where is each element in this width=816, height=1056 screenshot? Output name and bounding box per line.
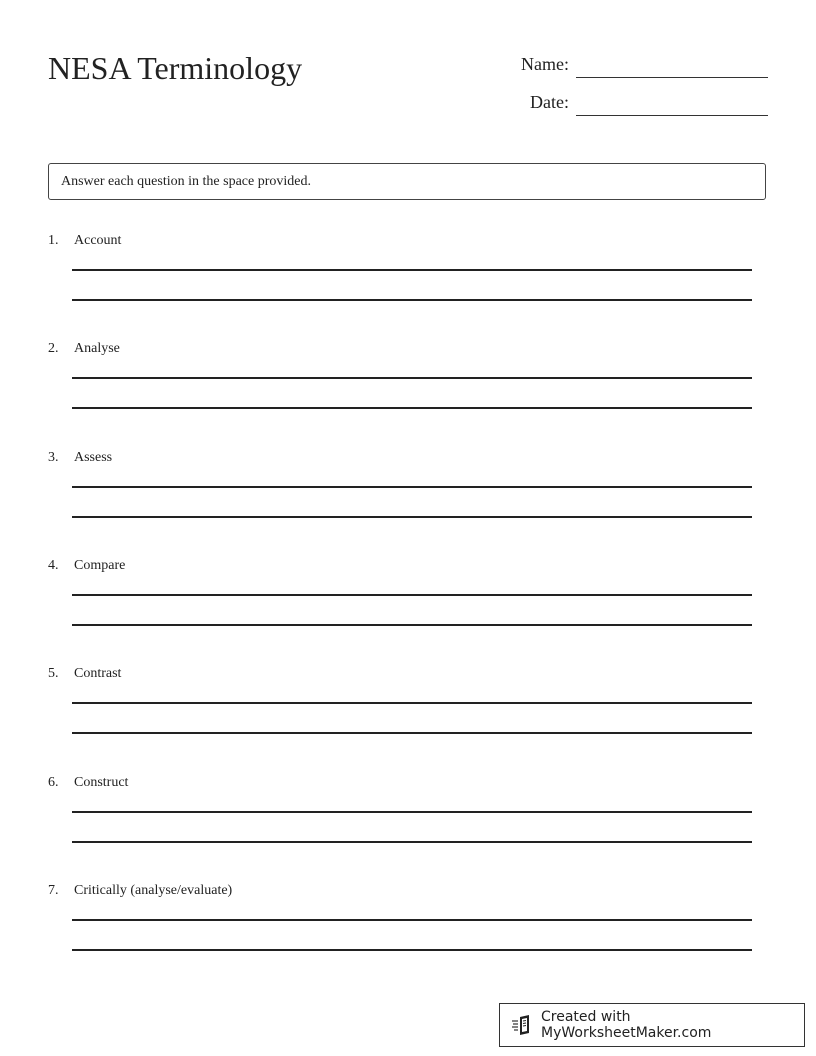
answer-line [72, 269, 752, 271]
question-number: 4. [48, 558, 59, 573]
answer-line [72, 949, 752, 951]
book-icon [511, 1014, 533, 1036]
name-label: Name: [521, 54, 569, 74]
question-term: Critically (analyse/evaluate) [74, 883, 233, 898]
question-term: Construct [74, 775, 129, 790]
question-number: 7. [48, 883, 59, 898]
date-label: Date: [530, 92, 569, 112]
question-number: 1. [48, 233, 59, 248]
question-item [48, 882, 768, 982]
footer-badge-link[interactable] [499, 1003, 805, 1047]
answer-line [72, 486, 752, 488]
answer-line [72, 594, 752, 596]
footer-text: Created with MyWorksheetMaker.com [541, 1009, 712, 1041]
answer-line [72, 377, 752, 379]
question-item [48, 665, 768, 765]
question-term: Contrast [74, 666, 122, 681]
question-term: Analyse [74, 341, 120, 356]
page-title: NESA Terminology [48, 50, 303, 86]
answer-line [72, 407, 752, 409]
answer-line [72, 919, 752, 921]
answer-line [72, 811, 752, 813]
question-number: 2. [48, 341, 59, 356]
answer-line [72, 702, 752, 704]
question-item [48, 774, 768, 874]
question-item [48, 232, 768, 332]
answer-line [72, 732, 752, 734]
question-item [48, 340, 768, 440]
answer-line [72, 516, 752, 518]
answer-line [72, 841, 752, 843]
instructions-box: Answer each question in the space provided. [48, 163, 766, 200]
question-number: 3. [48, 450, 59, 465]
question-term: Assess [74, 450, 113, 465]
question-term: Compare [74, 558, 126, 573]
answer-line [72, 299, 752, 301]
question-item [48, 557, 768, 657]
question-number: 5. [48, 666, 59, 681]
question-term: Account [74, 233, 122, 248]
question-item [48, 449, 768, 549]
answer-line [72, 624, 752, 626]
name-line [576, 77, 768, 78]
question-number: 6. [48, 775, 59, 790]
date-line [576, 115, 768, 116]
